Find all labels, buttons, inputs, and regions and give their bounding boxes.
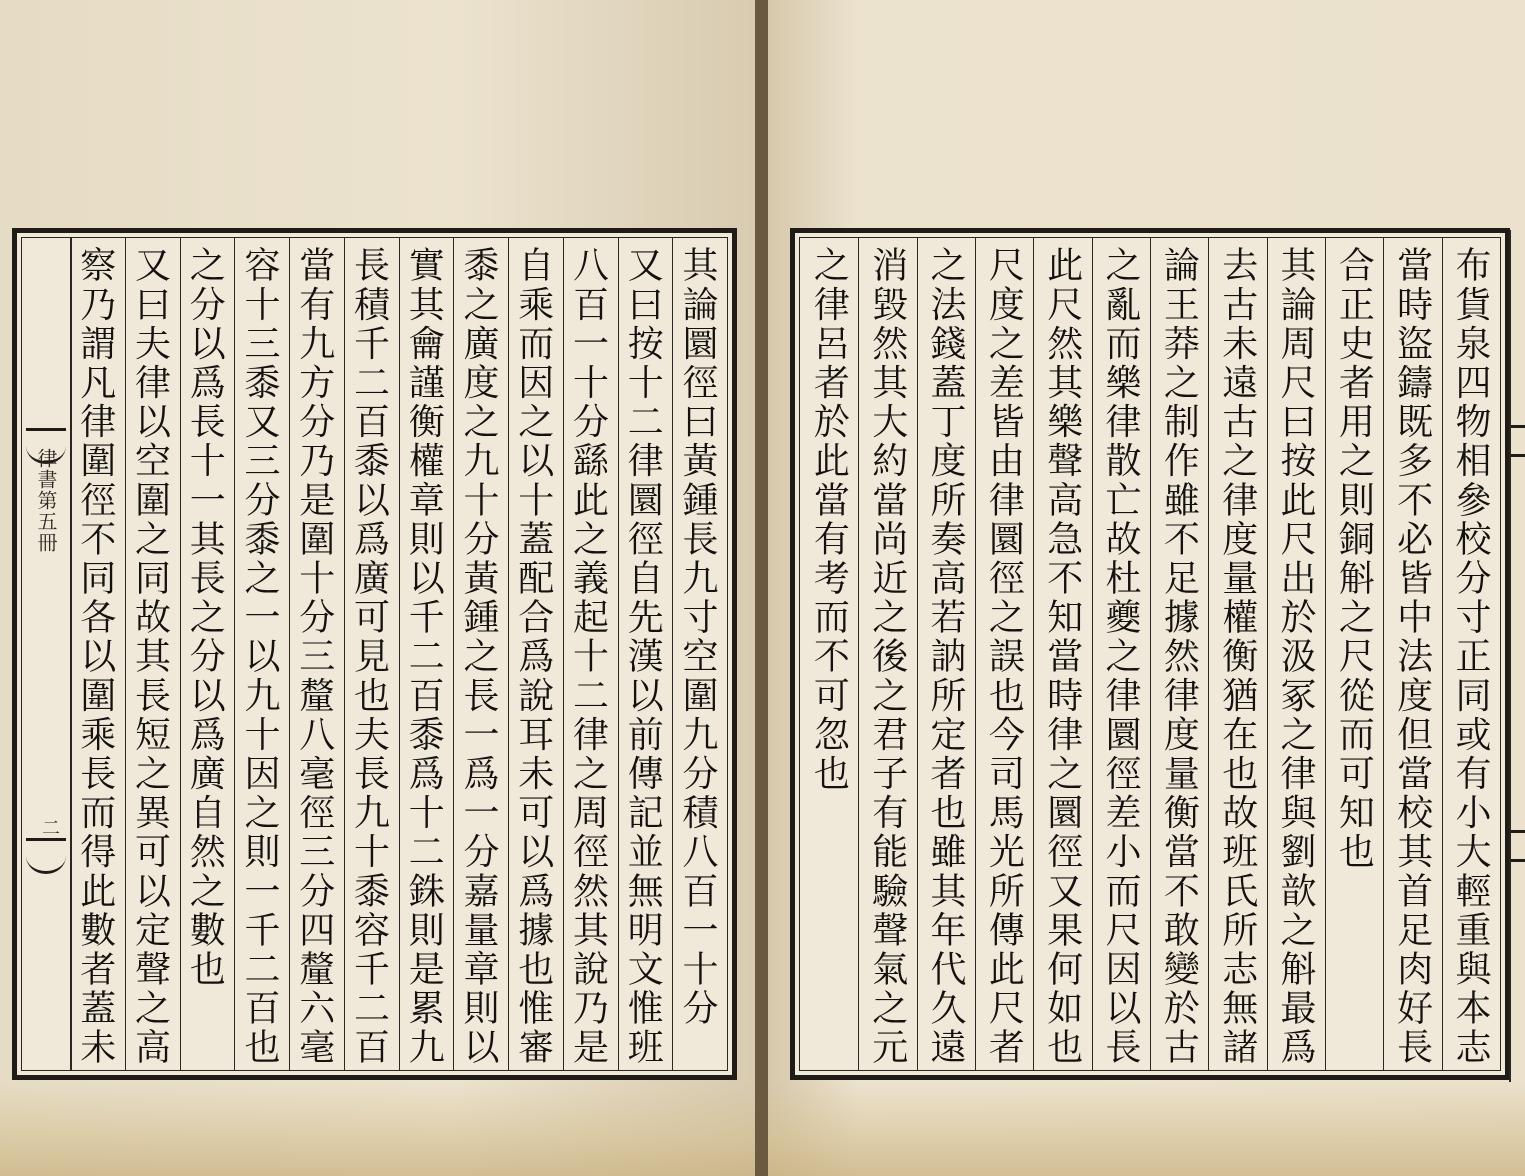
text-column: 黍之廣度之九十分黃鍾之長一爲一分嘉量章則以 bbox=[453, 238, 508, 1070]
text-column: 其論周尺曰按此尺出於汲冢之律與劉歆之斛最爲 bbox=[1267, 238, 1325, 1070]
banxin-strip bbox=[22, 238, 72, 1070]
edge-fish-tail-mark bbox=[1511, 425, 1525, 457]
folio-number: 二 bbox=[39, 818, 60, 836]
text-column: 其論圜徑曰黃鍾長九寸空圍九分積八百一十分 bbox=[672, 238, 727, 1070]
text-column: 當時盜鑄既多不必皆中法度但當校其首足肉好長 bbox=[1383, 238, 1441, 1070]
text-column: 實其龠謹衡權章則以千二百黍爲十二銖則是累九 bbox=[399, 238, 454, 1070]
text-column: 八百一十分繇此之義起十二律之周徑然其說乃是 bbox=[563, 238, 618, 1070]
lower-fish-tail-mark bbox=[26, 838, 66, 874]
text-column: 合正史者用之則銅斛之尺從而可知也 bbox=[1325, 238, 1383, 1070]
text-column: 容十三黍又三分黍之一以九十因之則一千二百也 bbox=[234, 238, 289, 1070]
water-stain bbox=[768, 1081, 1525, 1176]
banxin-title: 律書第五冊 bbox=[34, 448, 58, 553]
text-column: 當有九方分乃是圍十分三釐八毫徑三分四釐六毫 bbox=[289, 238, 344, 1070]
text-column: 自乘而因之以十蓋配合爲說耳未可以爲據也惟審 bbox=[508, 238, 563, 1070]
right-text-columns bbox=[800, 238, 1500, 1070]
text-column: 長積千二百黍以爲廣可見也夫長九十黍容千二百 bbox=[344, 238, 399, 1070]
text-column: 消毀然其大約當尚近之後之君子有能驗聲氣之元 bbox=[858, 238, 916, 1070]
text-column: 尺度之差皆由律圜徑之誤也今司馬光所傳此尺者 bbox=[975, 238, 1033, 1070]
adjacent-page-edge bbox=[1509, 230, 1525, 1082]
text-column: 又曰按十二律圜徑自先漢以前傳記並無明文惟班 bbox=[618, 238, 673, 1070]
text-column: 又曰夫律以空圍之同故其長短之異可以定聲之高 bbox=[125, 238, 180, 1070]
left-text-frame bbox=[12, 228, 737, 1080]
left-inner-frame bbox=[21, 237, 728, 1071]
text-column: 去古未遠古之律度量權衡猶在也故班氏所志無諸 bbox=[1208, 238, 1266, 1070]
left-text-columns bbox=[70, 238, 727, 1070]
text-column: 之分以爲長十一其長之分以爲廣自然之數也 bbox=[180, 238, 235, 1070]
book-gutter bbox=[755, 0, 768, 1176]
edge-fish-tail-mark bbox=[1511, 830, 1525, 862]
text-column: 之法錢蓋丁度所奏高若訥所定者也雖其年代久遠 bbox=[917, 238, 975, 1070]
text-column: 之亂而樂律散亡故杜夔之律圜徑差小而尺因以長 bbox=[1092, 238, 1150, 1070]
right-text-frame bbox=[790, 228, 1510, 1080]
left-page bbox=[0, 0, 755, 1176]
right-inner-frame bbox=[799, 237, 1501, 1071]
text-column: 之律呂者於此當有考而不可忽也 bbox=[808, 246, 850, 794]
text-column: 察乃謂凡律圍徑不同各以圍乘長而得此數者蓋未 bbox=[74, 246, 116, 1068]
right-page bbox=[768, 0, 1525, 1176]
text-column: 此尺然其樂聲高急不知當時律之圜徑又果何如也 bbox=[1033, 238, 1091, 1070]
water-stain bbox=[0, 1081, 755, 1176]
text-column: 論王莽之制作雖不足據然律度量衡當不敢變於古 bbox=[1150, 238, 1208, 1070]
text-column: 布貨泉四物相參校分寸正同或有小大輕重與本志 bbox=[1442, 238, 1500, 1070]
